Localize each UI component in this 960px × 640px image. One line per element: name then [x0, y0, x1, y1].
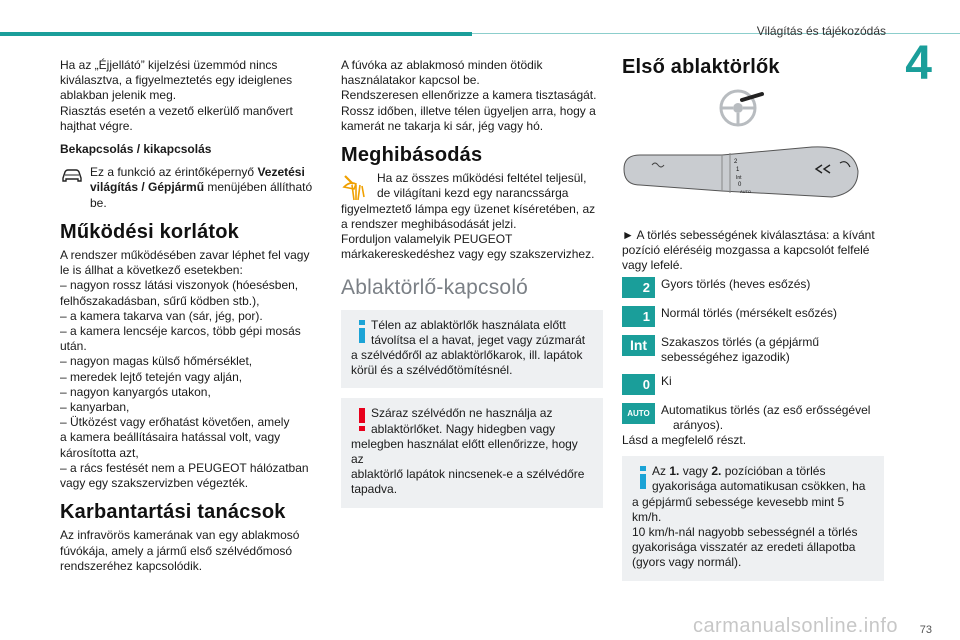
warning-note-line: tapadva. — [351, 482, 398, 497]
limits-line: A rendszer működésében zavar léphet fel vagy — [60, 248, 310, 263]
limits-line: a kamera beállításaira hatással volt, vagy — [60, 430, 281, 445]
intro-line: Ha az „Éjjellátó” kijelzési üzemmód nincs — [60, 58, 278, 72]
wiper-mode-badge: Int — [622, 335, 655, 356]
limits-line: – meredek lejtő tetején vagy alján, — [60, 369, 243, 384]
see-also-text: Lásd a megfelelő részt. — [622, 433, 747, 448]
limits-line: – a kamera lencséje karcos, több gépi mosás — [60, 324, 301, 339]
column-2 — [341, 58, 603, 508]
wiper-switch-heading: Ablaktörlő-kapcsoló — [341, 276, 529, 300]
position-2: 2. — [711, 464, 722, 479]
nozzle-text — [341, 58, 603, 134]
nozzle-line: Rossz időben, illetve télen ügyeljen arra, hogy a — [341, 103, 596, 118]
fault-line: Forduljon valamelyik PEUGEOT — [341, 232, 513, 247]
info-note-line: távolítsa el a havat, jeget vagy zúzmarát — [371, 332, 586, 347]
info-note — [341, 310, 603, 389]
warning-note-line: Száraz szélvédőn ne használja az — [371, 406, 553, 421]
wiper-mode-badge: 2 — [622, 277, 655, 298]
fault-line: márkakereskedéshez vagy egy szakszervizhez. — [341, 247, 595, 262]
intro-line: kiválasztva, a figyelmeztetés egy ideiglenes — [60, 73, 293, 88]
limits-line: – a rács festését nem a PEUGEOT hálózatban — [60, 460, 309, 475]
page-number: 73 — [919, 624, 932, 636]
speed-note-line: gyakorisága visszatér az eredeti állapotba — [632, 540, 856, 555]
note-text: Az — [652, 464, 670, 479]
header-divider — [472, 33, 960, 34]
front-wipers-heading: Első ablaktörlők — [622, 56, 780, 78]
limits-line: – a kamera takarva van (sár, jég, por). — [60, 308, 263, 323]
fault-line: de világítani kezd egy narancssárga — [377, 186, 569, 201]
wiper-mode-label: Ki — [661, 373, 672, 388]
speed-note-line: gyakorisága automatikusan csökken, ha — [652, 479, 866, 494]
nozzle-line: A fúvóka az ablakmosó minden ötödik — [341, 58, 543, 72]
wiper-mode-item — [622, 306, 884, 327]
wiper-mode-badge: 1 — [622, 306, 655, 327]
select-instruction — [622, 228, 884, 274]
speed-info-note — [622, 456, 884, 580]
header-accent-bar — [0, 32, 472, 36]
wiper-mode-item — [622, 374, 884, 395]
wiper-modes-list — [622, 277, 884, 433]
wiper-stalk-diagram — [622, 141, 884, 209]
onoff-menu-path: Vezetési világítás / Gépjármű — [90, 165, 305, 195]
chapter-number: 4 — [905, 37, 932, 90]
speed-note-line: a gépjármű sebessége kevesebb mint 5 km/h. — [632, 494, 845, 524]
stalk-label: Int — [736, 175, 742, 182]
limits-line: – nagyon magas külső hőmérséklet, — [60, 354, 253, 369]
info-icon — [350, 318, 374, 344]
wiper-mode-label: Normál törlés (mérsékelt esőzés) — [661, 306, 838, 321]
note-text: vagy — [679, 464, 712, 479]
nozzle-line: használatakor kapcsol be. — [341, 73, 480, 88]
stalk-label: AUTO — [740, 189, 752, 195]
select-line: ► A törlés sebességének kiválasztása: a kívánt — [622, 227, 875, 242]
stalk-label: 1 — [736, 167, 740, 174]
exclamation-icon — [350, 406, 374, 432]
onoff-text-end: menüjében állítható be. — [90, 180, 313, 210]
watermark: carmanualsonline.info — [692, 615, 898, 637]
wiper-mode-label: Gyors törlés (heves esőzés) — [661, 277, 811, 292]
maintenance-line: Az infravörös kamerának van egy ablakmosó — [60, 528, 300, 543]
speed-note-line: 10 km/h-nál nagyobb sebességnél a törlés — [632, 525, 858, 540]
warning-lamp-icon — [341, 173, 367, 205]
stalk-label: 2 — [734, 159, 738, 166]
fault-heading: Meghibásodás — [341, 144, 483, 167]
nozzle-line: kamerát ne takarja ki sár, jég vagy hó. — [341, 118, 544, 133]
wiper-mode-badge: AUTO — [622, 403, 655, 424]
maintenance-line: rendszeréhez kapcsolódik. — [60, 558, 203, 573]
info-note-line: a szélvédőről az ablaktörlőkarok, ill. lapátok — [351, 348, 583, 363]
limits-line: károsította azt, — [60, 445, 139, 460]
limits-heading: Működési korlátok — [60, 220, 239, 243]
select-line: vagy lefelé. — [622, 258, 683, 273]
limits-line: – nagyon kanyargós utakon, — [60, 384, 211, 399]
maintenance-heading: Karbantartási tanácsok — [60, 501, 286, 524]
wiper-mode-item — [622, 335, 884, 365]
nozzle-line: Rendszeresen ellenőrizze a kamera tisztaságát. — [341, 88, 597, 103]
steering-wheel-icon — [592, 85, 884, 135]
limits-line: le is állhat a következő esetekben: — [60, 263, 243, 278]
wiper-mode-label: Szakaszos törlés (a gépjármű sebességéhez igazodik) — [661, 335, 820, 365]
limits-line: – nagyon rossz látási viszonyok (hóesésben, — [60, 278, 299, 293]
onoff-heading: Bekapcsolás / kikapcsolás — [60, 142, 212, 157]
warning-note-line: ablaktörlőket. Nagy hidegben vagy — [371, 421, 556, 436]
limits-list — [60, 248, 322, 491]
onoff-text: Ez a funkció az érintőképernyő — [90, 165, 258, 180]
intro-line: Riasztás esetén a vezető elkerülő manővert — [60, 103, 293, 118]
position-1: 1. — [669, 464, 680, 479]
wiper-mode-item — [622, 277, 884, 298]
column-1 — [60, 58, 322, 574]
info-note-line: körül és a szélvédőtömítésnél. — [351, 363, 513, 378]
maintenance-text — [60, 528, 322, 574]
stalk-label: 0 — [738, 182, 742, 189]
limits-line: – Ütközést vagy erőhatást követően, amely — [60, 415, 290, 430]
car-icon — [60, 165, 90, 211]
onoff-paragraph — [60, 165, 322, 211]
column-3 — [622, 56, 884, 581]
speed-note-line: (gyors vagy normál). — [632, 555, 742, 570]
limits-line: – kanyarban, — [60, 400, 130, 415]
fault-line: a rendszer meghibásodását jelzi. — [341, 216, 517, 231]
select-line: pozíció eléréséig mozgassa a kapcsolót felfelé — [622, 242, 870, 257]
warning-note-line: ablaktörlő lapátok nincsenek-e a szélvédőre — [351, 467, 585, 482]
fault-line: figyelmeztető lámpa egy üzenet kíséretében, az — [341, 201, 596, 216]
warning-note-line: melegben használat előtt ellenőrizze, hogy az — [351, 436, 578, 467]
intro-line: ablakban jelenik meg. — [60, 88, 177, 103]
info-note-line: Télen az ablaktörlők használata előtt — [371, 317, 566, 332]
warning-note — [341, 398, 603, 507]
maintenance-line: fúvókája, amely a jármű első szélvédőmosó — [60, 543, 293, 558]
section-title: Világítás és tájékozódás — [756, 24, 886, 38]
wiper-mode-badge: 0 — [622, 374, 655, 395]
intro-line: hajthat végre. — [60, 118, 133, 133]
limits-line: után. — [60, 339, 87, 354]
limits-line: vagy egy szakszervizben végezték. — [60, 476, 249, 491]
fault-paragraph — [341, 171, 603, 262]
wiper-mode-label: Automatikus törlés (az eső erősségével arányos). — [661, 402, 871, 432]
info-icon — [631, 464, 655, 490]
fault-line: Ha az összes működési feltétel teljesül, — [377, 171, 587, 186]
note-text: pozícióban a törlés — [721, 464, 826, 479]
limits-line: felhőszakadásban, sűrű ködben stb.), — [60, 293, 260, 308]
wiper-mode-item — [622, 403, 884, 433]
